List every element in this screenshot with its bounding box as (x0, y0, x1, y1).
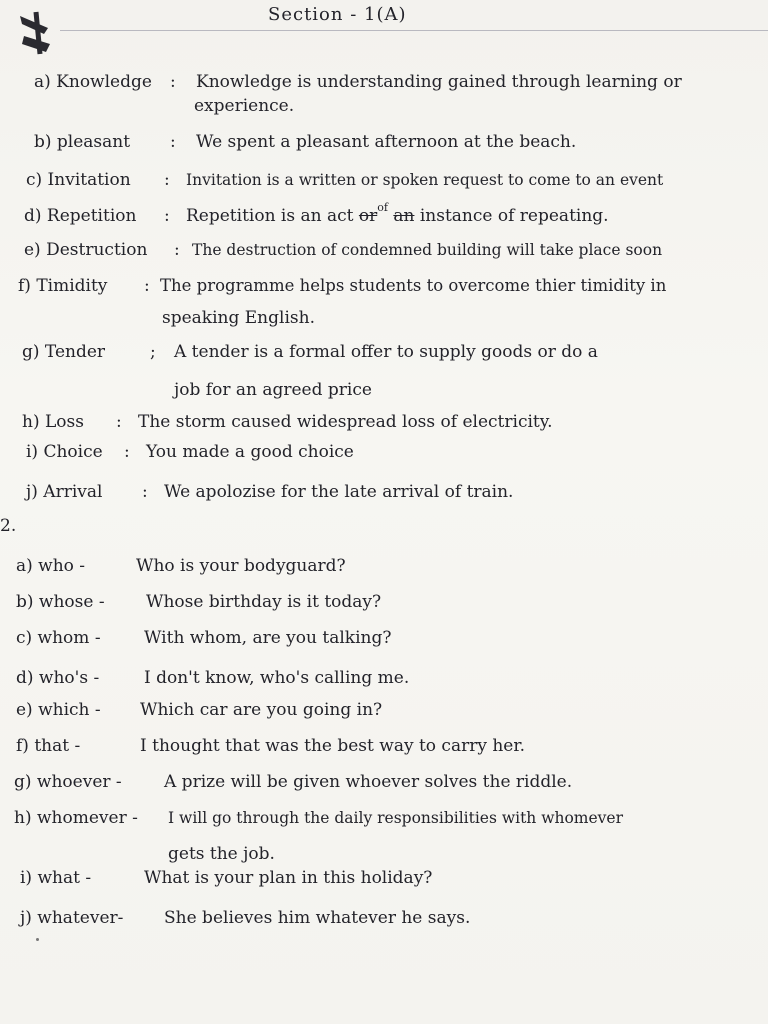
term-label: f) Timidity (18, 276, 108, 296)
definition-line: The storm caused widespread loss of electricity. (138, 412, 553, 432)
definition-line: speaking English. (162, 308, 315, 328)
definition-line: The destruction of condemned building will take place soon (192, 241, 663, 259)
colon: : (164, 170, 170, 190)
definition-line: job for an agreed price (174, 380, 372, 400)
term-label: a) who - (16, 556, 86, 576)
term-label: g) whoever - (14, 772, 122, 792)
colon: : (170, 132, 176, 152)
term-label: a) Knowledge (34, 72, 152, 92)
sentence-line: I don't know, who's calling me. (144, 668, 410, 688)
sentence-line: With whom, are you talking? (144, 628, 392, 648)
definition-text: Repetition is an act (186, 206, 354, 226)
colon: : (170, 72, 176, 92)
definition-line: Knowledge is understanding gained through learning or (196, 72, 682, 92)
term-label: b) pleasant (34, 132, 131, 152)
term-label: f) that - (16, 736, 81, 756)
term-label: i) what - (20, 868, 92, 888)
term-label: j) whatever- (20, 908, 124, 928)
struck-word: an (393, 206, 415, 226)
ink-dot (36, 938, 39, 941)
term-label: h) whomever - (14, 808, 138, 828)
term-label: d) Repetition (24, 206, 137, 226)
sentence-line: I will go through the daily responsibilities with whomever (168, 809, 624, 827)
term-label: e) Destruction (24, 240, 148, 260)
definition-line: The programme helps students to overcome thier timidity in (160, 276, 667, 295)
sentence-line: Who is your bodyguard? (136, 556, 346, 576)
colon: : (124, 442, 130, 462)
colon: : (164, 206, 170, 226)
sentence-line: Which car are you going in? (140, 700, 383, 720)
colon: : (116, 412, 122, 432)
colon: : (142, 482, 148, 502)
struck-word: or (358, 206, 378, 226)
term-label: j) Arrival (26, 482, 103, 502)
sentence-line: gets the job. (168, 844, 275, 864)
colon: : (144, 276, 150, 296)
term-label: i) Choice (26, 442, 103, 462)
page-top-rule (60, 30, 768, 31)
sentence-line: Whose birthday is it today? (146, 592, 382, 612)
colon: : (174, 240, 180, 260)
definition-line (186, 201, 609, 228)
sentence-line: She believes him whatever he says. (164, 908, 471, 928)
definition-line: We apolozise for the late arrival of train. (164, 482, 514, 502)
term-label: b) whose - (16, 592, 105, 612)
term-label: c) whom - (16, 628, 101, 648)
definition-line: We spent a pleasant afternoon at the beach. (196, 132, 577, 152)
page-title: Section - 1(A) (268, 4, 407, 25)
sentence-line: I thought that was the best way to carry her. (140, 736, 526, 756)
definition-text: instance of repeating. (419, 206, 609, 226)
sentence-line: What is your plan in this holiday? (144, 868, 433, 888)
term-label: h) Loss (22, 412, 84, 432)
definition-line: experience. (194, 96, 295, 116)
definition-line: You made a good choice (146, 442, 354, 462)
definition-line: A tender is a formal offer to supply goods or do a (174, 342, 598, 362)
term-label: g) Tender (22, 342, 106, 362)
term-label: c) Invitation (26, 170, 131, 190)
sentence-line: A prize will be given whoever solves the riddle. (164, 772, 573, 792)
ink-smudge-icon (14, 8, 54, 58)
term-label: d) who's - (16, 668, 100, 688)
colon: ; (150, 342, 156, 362)
question-number: 2. (0, 516, 17, 536)
definition-line: Invitation is a written or spoken request to come to an event (186, 171, 664, 189)
correction-word: of (377, 201, 388, 214)
term-label: e) which - (16, 700, 101, 720)
